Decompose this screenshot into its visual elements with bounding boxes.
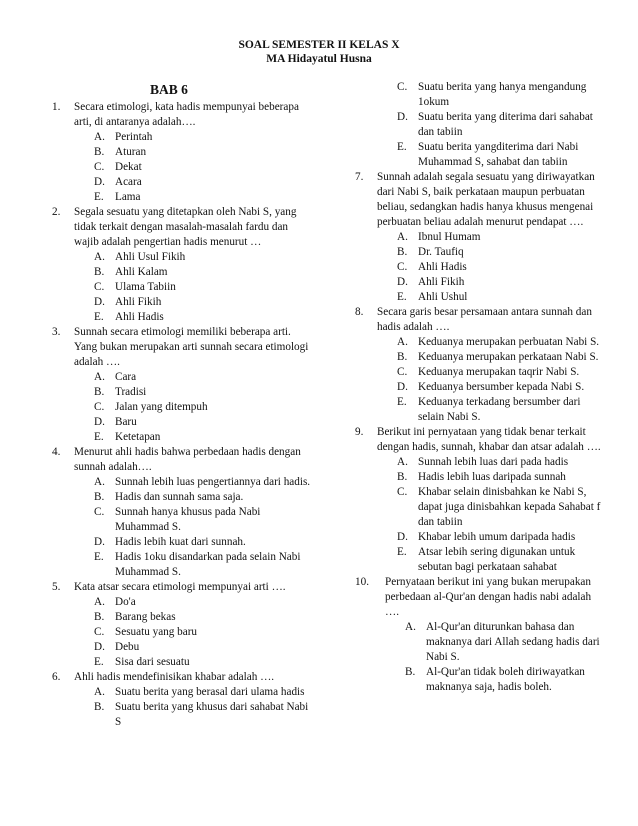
option-letter: E. <box>94 431 104 443</box>
answer-option <box>397 365 605 380</box>
option-text: Dekat <box>115 161 142 173</box>
answer-option <box>397 530 605 545</box>
answer-options <box>377 230 605 305</box>
answer-option <box>94 385 314 400</box>
option-letter: B. <box>94 386 105 398</box>
question-text: Ahli hadis mendefinisikan khabar adalah …. <box>74 671 275 683</box>
option-text: Keduanya terkadang bersumber dari selain Nabi S. <box>418 396 581 423</box>
option-text: Ahli Fikih <box>418 276 465 288</box>
answer-option <box>94 610 314 625</box>
option-text: Perintah <box>115 131 153 143</box>
option-letter: D. <box>94 536 105 548</box>
option-letter: D. <box>94 641 105 653</box>
question-text: Sunnah secara etimologi memiliki beberapa arti. Yang bukan merupakan arti sunnah secara etimologi adalah …. <box>74 326 309 368</box>
answer-options <box>74 685 314 730</box>
option-letter: B. <box>397 471 408 483</box>
answer-option <box>94 160 314 175</box>
option-letter: A. <box>397 336 408 348</box>
answer-option <box>94 175 314 190</box>
answer-option <box>397 545 605 575</box>
question-number: 3. <box>52 326 61 338</box>
answer-option <box>397 110 605 140</box>
option-text: Suatu berita yang khusus dari sahabat Nabi S <box>115 701 309 728</box>
right-questions <box>355 170 605 695</box>
option-text: Sunnah lebih luas dari pada hadis <box>418 456 569 468</box>
option-letter: A. <box>397 231 408 243</box>
option-text: Suatu berita yang berasal dari ulama hadis <box>115 686 305 698</box>
option-text: Ahli Ushul <box>418 291 468 303</box>
question-3 <box>52 325 314 445</box>
question-number: 10. <box>355 576 369 588</box>
question-7 <box>355 170 605 305</box>
question-number: 4. <box>52 446 61 458</box>
answer-option <box>94 280 314 295</box>
left-column <box>52 100 314 730</box>
option-text: Hadis lebih luas daripada sunnah <box>418 471 566 483</box>
answer-option <box>94 595 314 610</box>
option-letter: B. <box>94 701 105 713</box>
answer-option <box>94 685 314 700</box>
option-letter: E. <box>397 546 407 558</box>
option-letter: E. <box>94 551 104 563</box>
answer-option <box>397 260 605 275</box>
option-letter: D. <box>94 296 105 308</box>
answer-option <box>94 295 314 310</box>
option-text: Hadis dan sunnah sama saja. <box>115 491 244 503</box>
question-2 <box>52 205 314 325</box>
answer-option <box>405 620 605 665</box>
option-text: Ketetapan <box>115 431 161 443</box>
answer-option <box>94 535 314 550</box>
answer-option <box>94 400 314 415</box>
answer-option <box>94 505 314 535</box>
answer-option <box>94 655 314 670</box>
option-text: Barang bekas <box>115 611 176 623</box>
answer-options <box>385 620 605 695</box>
option-text: Acara <box>115 176 142 188</box>
option-text: Keduanya merupakan perkataan Nabi S. <box>418 351 599 363</box>
question-text: Secara etimologi, kata hadis mempunyai beberapa arti, di antaranya adalah…. <box>74 101 299 128</box>
option-letter: A. <box>94 476 105 488</box>
option-letter: C. <box>397 81 408 93</box>
option-letter: C. <box>94 506 105 518</box>
answer-option <box>397 335 605 350</box>
answer-options <box>74 130 314 205</box>
question-number: 1. <box>52 101 61 113</box>
option-text: Ulama Tabiin <box>115 281 176 293</box>
answer-option <box>397 80 605 110</box>
question-number: 6. <box>52 671 61 683</box>
answer-option <box>397 230 605 245</box>
question-number: 9. <box>355 426 364 438</box>
answer-option <box>94 415 314 430</box>
option-letter: A. <box>94 596 105 608</box>
answer-options <box>74 595 314 670</box>
option-letter: D. <box>94 176 105 188</box>
question-number: 8. <box>355 306 364 318</box>
option-letter: A. <box>94 131 105 143</box>
answer-option <box>94 265 314 280</box>
exam-header <box>0 38 638 66</box>
answer-option <box>397 455 605 470</box>
question-text: Pernyataan berikut ini yang bukan merupakan perbedaan al-Qur'an dengan hadis nabi adalah …. <box>385 576 592 618</box>
option-letter: B. <box>94 146 105 158</box>
answer-option <box>94 490 314 505</box>
option-letter: E. <box>397 396 407 408</box>
option-text: Ahli Usul Fikih <box>115 251 186 263</box>
option-letter: A. <box>397 456 408 468</box>
answer-option <box>94 550 314 580</box>
question-4 <box>52 445 314 580</box>
question-number: 5. <box>52 581 61 593</box>
option-letter: B. <box>397 246 408 258</box>
option-text: Keduanya bersumber kepada Nabi S. <box>418 381 585 393</box>
question-text: Kata atsar secara etimologi mempunyai arti …. <box>74 581 286 593</box>
option-letter: D. <box>94 416 105 428</box>
option-text: Baru <box>115 416 137 428</box>
question-text: Secara garis besar persamaan antara sunnah dan hadis adalah …. <box>377 306 592 333</box>
answer-options <box>74 250 314 325</box>
answer-option <box>94 700 314 730</box>
answer-options <box>377 455 605 575</box>
answer-option <box>94 370 314 385</box>
option-letter: D. <box>397 531 408 543</box>
option-letter: C. <box>94 401 105 413</box>
option-letter: A. <box>94 371 105 383</box>
option-letter: E. <box>94 311 104 323</box>
option-text: Sunnah hanya khusus pada Nabi Muhammad S. <box>115 506 261 533</box>
question-text: Menurut ahli hadis bahwa perbedaan hadis dengan sunnah adalah…. <box>74 446 301 473</box>
answer-options <box>377 335 605 425</box>
question-text: Segala sesuatu yang ditetapkan oleh Nabi S, yang tidak terkait dengan masalah-masalah fardu dan wajib adalah pengertian hadis menurut … <box>74 206 297 248</box>
answer-option <box>94 310 314 325</box>
option-letter: C. <box>94 626 105 638</box>
option-text: Keduanya merupakan perbuatan Nabi S. <box>418 336 600 348</box>
option-text: Debu <box>115 641 140 653</box>
option-letter: C. <box>94 161 105 173</box>
answer-option <box>397 350 605 365</box>
option-letter: E. <box>94 191 104 203</box>
option-text: Suatu berita yangditerima dari Nabi Muhammad S, sahabat dan tabiin <box>418 141 579 168</box>
question-number: 7. <box>355 171 364 183</box>
answer-option <box>405 665 605 695</box>
q6-continued-options <box>355 80 605 170</box>
option-letter: B. <box>94 611 105 623</box>
answer-option <box>94 130 314 145</box>
option-text: Hadis lebih kuat dari sunnah. <box>115 536 246 548</box>
option-letter: B. <box>405 666 416 678</box>
option-letter: E. <box>397 291 407 303</box>
option-text: Khabar lebih umum daripada hadis <box>418 531 576 543</box>
answer-option <box>397 245 605 260</box>
option-text: Al-Qur'an diturunkan bahasa dan maknanya dari Allah sedang hadis dari Nabi S. <box>426 621 600 663</box>
question-1 <box>52 100 314 205</box>
question-text: Sunnah adalah segala sesuatu yang diriwayatkan dari Nabi S, baik perkataan maupun perbuatan beliau, sedangkan hadis hanya khusus mengenai perbuatan beliau adalah menurut pendapat …. <box>377 171 595 228</box>
answer-options <box>74 370 314 445</box>
answer-option <box>94 190 314 205</box>
answer-option <box>397 290 605 305</box>
answer-option <box>94 145 314 160</box>
exam-title: SOAL SEMESTER II KELAS X <box>238 39 400 51</box>
option-text: Aturan <box>115 146 147 158</box>
option-letter: C. <box>397 366 408 378</box>
option-text: Khabar selain dinisbahkan ke Nabi S, dapat juga dinisbahkan kepada Sahabat f dan tabiin <box>418 486 601 528</box>
option-text: Ahli Hadis <box>115 311 164 323</box>
option-text: Keduanya merupakan taqrir Nabi S. <box>418 366 580 378</box>
right-column <box>355 80 605 695</box>
option-letter: B. <box>94 266 105 278</box>
answer-option <box>397 275 605 290</box>
question-10 <box>355 575 605 695</box>
option-text: Dr. Taufiq <box>418 246 464 258</box>
option-text: Tradisi <box>115 386 147 398</box>
option-text: Hadis 1oku disandarkan pada selain Nabi Muhammad S. <box>115 551 301 578</box>
answer-option <box>94 640 314 655</box>
answer-options <box>74 475 314 580</box>
option-letter: A. <box>94 251 105 263</box>
option-text: Jalan yang ditempuh <box>115 401 208 413</box>
option-letter: A. <box>94 686 105 698</box>
option-text: Ahli Hadis <box>418 261 467 273</box>
option-letter: C. <box>397 486 408 498</box>
question-8 <box>355 305 605 425</box>
answer-option <box>397 395 605 425</box>
answer-option <box>397 470 605 485</box>
question-number: 2. <box>52 206 61 218</box>
question-6 <box>52 670 314 730</box>
option-letter: A. <box>405 621 416 633</box>
answer-option <box>397 140 605 170</box>
option-letter: D. <box>397 381 408 393</box>
option-text: Lama <box>115 191 141 203</box>
option-text: Sesuatu yang baru <box>115 626 198 638</box>
answer-option <box>94 625 314 640</box>
option-text: Ahli Kalam <box>115 266 168 278</box>
option-text: Sisa dari sesuatu <box>115 656 190 668</box>
option-text: Sunnah lebih luas pengertiannya dari hadis. <box>115 476 311 488</box>
option-text: Do'a <box>115 596 136 608</box>
option-letter: C. <box>94 281 105 293</box>
answer-option <box>397 380 605 395</box>
answer-option <box>94 250 314 265</box>
option-letter: E. <box>94 656 104 668</box>
option-letter: E. <box>397 141 407 153</box>
option-text: Ahli Fikih <box>115 296 162 308</box>
option-letter: D. <box>397 276 408 288</box>
option-text: Al-Qur'an tidak boleh diriwayatkan maknanya saja, hadis boleh. <box>426 666 585 693</box>
option-text: Ibnul Humam <box>418 231 481 243</box>
option-letter: B. <box>397 351 408 363</box>
option-text: Cara <box>115 371 137 383</box>
option-text: Suatu berita yang hanya mengandung 1okum <box>418 81 587 108</box>
answer-option <box>94 475 314 490</box>
option-text: Atsar lebih sering digunakan untuk sebutan bagi perkataan sahabat <box>418 546 576 573</box>
question-5 <box>52 580 314 670</box>
chapter-heading: BAB 6 <box>150 82 188 97</box>
option-text: Suatu berita yang diterima dari sahabat dan tabiin <box>418 111 593 138</box>
answer-option <box>94 430 314 445</box>
answer-option <box>397 485 605 530</box>
school-name: MA Hidayatul Husna <box>266 53 372 65</box>
question-9 <box>355 425 605 575</box>
option-letter: B. <box>94 491 105 503</box>
question-text: Berikut ini pernyataan yang tidak benar terkait dengan hadis, sunnah, khabar dan atsar adalah …. <box>377 426 601 453</box>
option-letter: C. <box>397 261 408 273</box>
option-letter: D. <box>397 111 408 123</box>
